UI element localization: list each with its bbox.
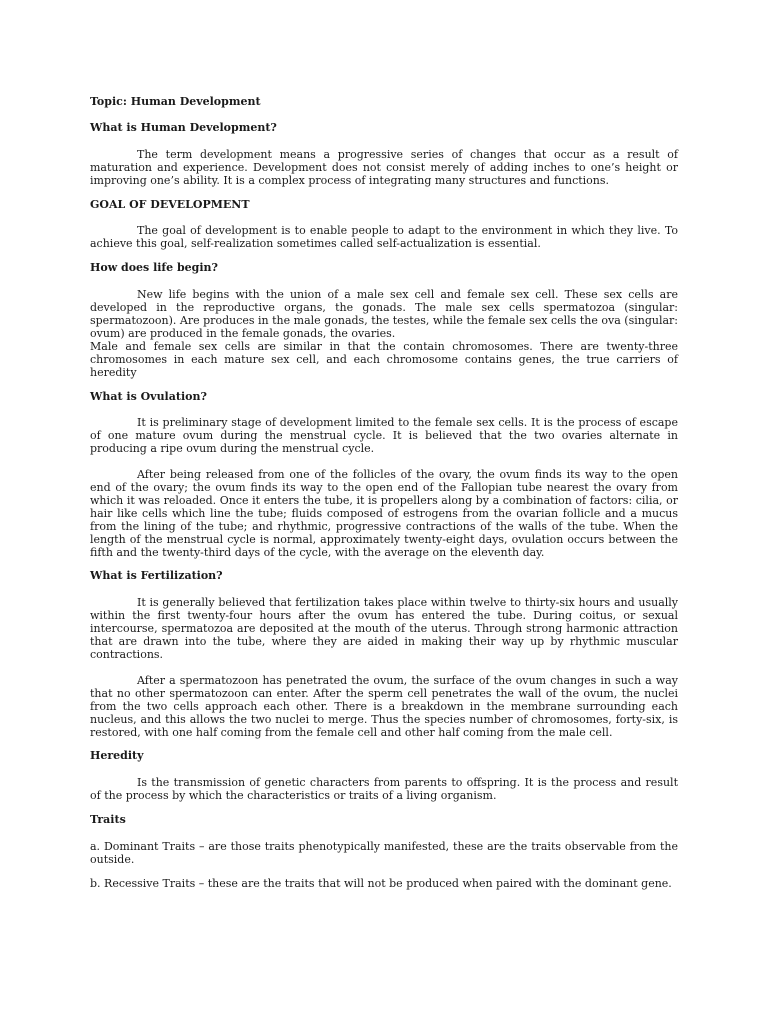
document-page bbox=[90, 96, 678, 891]
paragraph-ovulation-definition: It is preliminary stage of development limited to the female sex cells. It is the process of escape of one mature ovum during the menstrual cycle. It is believed that the two ovaries alternate in producing a ripe ovum during the menstrual cycle. bbox=[90, 416, 678, 456]
paragraph-development-definition: The term development means a progressive series of changes that occur as a result of maturation and experience. Development does not consist merely of adding inches to one’s height or improving one’s ability. It is a complex process of integrating many structures and functions. bbox=[90, 147, 678, 187]
paragraph-recessive-traits: b. Recessive Traits – these are the traits that will not be produced when paired with the dominant gene. bbox=[90, 876, 672, 890]
heading-how-does-life-begin: How does life begin? bbox=[90, 261, 218, 275]
heading-goal-of-development: GOAL OF DEVELOPMENT bbox=[90, 197, 250, 211]
paragraph-goal: The goal of development is to enable people to adapt to the environment in which they live. To achieve this goal, self-realization sometimes called self-actualization is essential. bbox=[90, 224, 678, 251]
heading-what-is-human-development: What is Human Development? bbox=[90, 120, 277, 134]
topic-title: Topic: Human Development bbox=[90, 95, 261, 108]
heading-heredity: Heredity bbox=[90, 749, 144, 763]
heading-what-is-fertilization: What is Fertilization? bbox=[90, 569, 223, 583]
heading-traits: Traits bbox=[90, 813, 126, 827]
paragraph-ovum-release: After being released from one of the follicles of the ovary, the ovum finds its way to the open end of the ovary; the ovum finds its way to the open end of the Fallopian tube nearest the ovary from which it was reloaded. Once it enters the tube, it is propellers along by a combination of factors: cilia, or hair like cells which line the tube; fluids composed of estrogens from the ovarian follicle and a mucus from the lining of the tube; and rhythmic, progressive contractions of the walls of the tube. When the length of the menstrual cycle is normal, approximately twenty-eight days, ovulation occurs between the fifth and the twenty-third days of the cycle, with the average on the eleventh day. bbox=[90, 468, 678, 559]
paragraph-spermatozoon-penetration: After a spermatozoon has penetrated the ovum, the surface of the ovum changes in such a way that no other spermatozoon can enter. After the sperm cell penetrates the wall of the ovum, the nuclei from the two cells approach each other. There is a breakdown in the membrane surrounding each nucleus, and this allows the two nuclei to merge. Thus the species number of chromosomes, forty-six, is restored, with one half coming from the female cell and other half coming from the male cell. bbox=[90, 673, 678, 739]
paragraph-heredity: Is the transmission of genetic characters from parents to offspring. It is the process and result of the process by which the characteristics or traits of a living organism. bbox=[90, 776, 678, 803]
heading-what-is-ovulation: What is Ovulation? bbox=[90, 389, 207, 403]
paragraph-new-life: New life begins with the union of a male sex cell and female sex cell. These sex cells are developed in the reproductive organs, the gonads. The male sex cells spermatozoa (singular: spermatozoon). Are produces in the male gonads, the testes, while the female sex cells the ova (singular: ovum) are produced in the female gonads, the ovaries. bbox=[90, 288, 678, 340]
paragraph-dominant-traits: a. Dominant Traits – are those traits phenotypically manifested, these are the traits observable from the outside. bbox=[90, 840, 678, 866]
paragraph-fertilization-timing: It is generally believed that fertilization takes place within twelve to thirty-six hours and usually within the first twenty-four hours after the ovum has entered the tube. During coitus, or sexual intercourse, spermatozoa are deposited at the mouth of the uterus. Through strong harmonic attraction that are drawn into the tube, where they are aided in making their way up by rhythmic muscular contractions. bbox=[90, 596, 678, 661]
paragraph-chromosomes: Male and female sex cells are similar in that the contain chromosomes. There are twenty-three chromosomes in each mature sex cell, and each chromosome contains genes, the true carriers of heredity bbox=[90, 339, 678, 379]
